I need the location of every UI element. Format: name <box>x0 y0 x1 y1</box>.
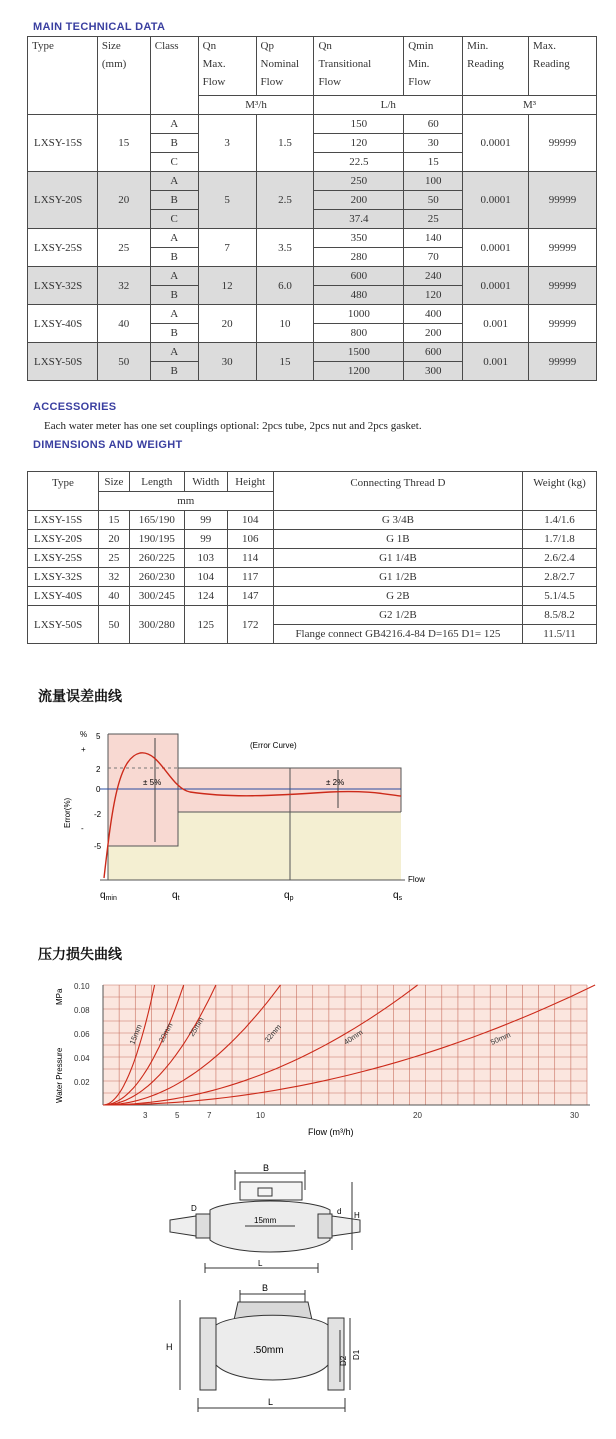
dims-cell: 20 <box>98 530 129 549</box>
pc-yunit: MPa <box>55 988 64 1005</box>
top-D: D <box>191 1204 197 1213</box>
dims-cell: 117 <box>227 568 273 587</box>
dims-cell: 260/225 <box>129 549 184 568</box>
bot-D1: D1 <box>352 1349 361 1360</box>
tech-cell: 400 <box>404 305 463 324</box>
header-size: Size (mm) <box>97 37 150 115</box>
top-L: L <box>258 1259 263 1268</box>
pc-ytick-006: 0.06 <box>74 1030 90 1039</box>
tech-cell: A <box>150 305 198 324</box>
header-qn-transitional: Qn Transitional Flow <box>314 37 404 96</box>
dims-cell: 40 <box>98 587 129 606</box>
dims-cell: Flange connect GB4216.4-84 D=165 D1= 125 <box>273 625 522 644</box>
tech-cell: LXSY-15S <box>28 115 98 172</box>
tech-cell: 1500 <box>314 343 404 362</box>
top-H: H <box>354 1211 360 1220</box>
pc-xtick-7: 7 <box>207 1111 212 1120</box>
header-type: Type <box>28 37 98 115</box>
dims-cell: LXSY-15S <box>28 511 99 530</box>
tech-cell: 0.0001 <box>463 229 529 267</box>
dims-header-width: Width <box>184 472 227 492</box>
dims-cell: 2.8/2.7 <box>523 568 597 587</box>
tech-cell: 100 <box>404 172 463 191</box>
tech-cell: 280 <box>314 248 404 267</box>
dims-cell: 5.1/4.5 <box>523 587 597 606</box>
ec-flow: Flow <box>408 875 425 884</box>
ec-ytick-m2: -2 <box>94 810 102 819</box>
dims-cell: 260/230 <box>129 568 184 587</box>
tech-cell: LXSY-40S <box>28 305 98 343</box>
ec-pct: % <box>80 730 88 739</box>
tech-cell: 15 <box>97 115 150 172</box>
tech-cell: B <box>150 248 198 267</box>
tech-cell: 6.0 <box>256 267 314 305</box>
tech-cell: C <box>150 153 198 172</box>
meter-drawings <box>0 1160 616 1430</box>
accessories-text: Each water meter has one set couplings optional: 2pcs tube, 2pcs nut and 2pcs gasket. <box>44 420 422 432</box>
error-curve-heading: 流量误差曲线 <box>38 689 122 705</box>
tech-cell: 0.0001 <box>463 267 529 305</box>
ec-label: (Error Curve) <box>250 741 297 750</box>
dims-cell: 99 <box>184 530 227 549</box>
tech-cell: B <box>150 286 198 305</box>
dims-header-size: Size <box>98 472 129 492</box>
dims-cell: 1.4/1.6 <box>523 511 597 530</box>
error-curve-chart <box>0 728 616 928</box>
tech-cell: LXSY-32S <box>28 267 98 305</box>
bot-L: L <box>268 1397 274 1407</box>
header-qp: Qp Nominal Flow <box>256 37 314 96</box>
ec-qs: $q_s$ <box>393 890 403 902</box>
pc-ytick-010: 0.10 <box>74 982 90 991</box>
tech-cell: 7 <box>198 229 256 267</box>
dims-cell: G1 1/2B <box>273 568 522 587</box>
pc-xaxis: Flow (m³/h) <box>308 1127 354 1137</box>
dims-cell: 104 <box>184 568 227 587</box>
tech-cell: 200 <box>404 324 463 343</box>
tech-cell: 15 <box>256 343 314 381</box>
tech-cell: 240 <box>404 267 463 286</box>
bot-size: .50mm <box>253 1345 284 1356</box>
dims-cell: 103 <box>184 549 227 568</box>
tech-cell: 50 <box>97 343 150 381</box>
pc-curve-20: 20mm <box>156 1021 175 1044</box>
dims-cell: G 2B <box>273 587 522 606</box>
ec-minus: - <box>81 824 84 833</box>
tech-cell: B <box>150 134 198 153</box>
dims-row <box>28 511 597 530</box>
accessories-title: ACCESSORIES <box>33 401 117 413</box>
dims-cell: 106 <box>227 530 273 549</box>
ec-ytick-5: 5 <box>96 732 101 741</box>
dims-header-weight: Weight (kg) <box>523 472 597 511</box>
tech-cell: 480 <box>314 286 404 305</box>
tech-cell: 60 <box>404 115 463 134</box>
dims-cell: 25 <box>98 549 129 568</box>
pc-xtick-30: 30 <box>570 1111 579 1120</box>
dims-cell: LXSY-20S <box>28 530 99 549</box>
tech-cell: 250 <box>314 172 404 191</box>
tech-cell: A <box>150 172 198 191</box>
dims-cell: G 3/4B <box>273 511 522 530</box>
dims-cell: 15 <box>98 511 129 530</box>
unit-m3h: M³/h <box>198 96 314 115</box>
pc-ytick-008: 0.08 <box>74 1006 90 1015</box>
dims-cell: 172 <box>227 606 273 644</box>
unit-m3: M³ <box>463 96 597 115</box>
tech-cell: 99999 <box>529 267 597 305</box>
band-5-upper <box>108 734 178 846</box>
tech-cell: A <box>150 267 198 286</box>
ec-yaxis: Error(%) <box>63 797 72 828</box>
ec-qt: $q_t$ <box>172 890 180 902</box>
pc-xtick-20: 20 <box>413 1111 422 1120</box>
dims-cell: G 1B <box>273 530 522 549</box>
dims-header-thread: Connecting Thread D <box>273 472 522 511</box>
dimensions-table <box>27 471 597 644</box>
tech-cell: LXSY-25S <box>28 229 98 267</box>
tech-cell: 10 <box>256 305 314 343</box>
pc-xtick-3: 3 <box>143 1111 148 1120</box>
tech-cell: 300 <box>404 362 463 381</box>
ec-band2: ± 2% <box>326 778 345 787</box>
tech-cell: 150 <box>314 115 404 134</box>
dims-header-height: Height <box>227 472 273 492</box>
tech-cell: LXSY-20S <box>28 172 98 229</box>
tech-cell: 1.5 <box>256 115 314 172</box>
ec-qp: $q_p$ <box>284 890 294 902</box>
tech-cell: 600 <box>404 343 463 362</box>
dims-cell: 124 <box>184 587 227 606</box>
dims-cell: 104 <box>227 511 273 530</box>
dims-cell: 2.6/2.4 <box>523 549 597 568</box>
dims-cell: 190/195 <box>129 530 184 549</box>
pc-ytick-004: 0.04 <box>74 1054 90 1063</box>
dims-row <box>28 606 597 625</box>
tech-cell: B <box>150 324 198 343</box>
tech-cell: 30 <box>404 134 463 153</box>
tech-cell: 0.0001 <box>463 115 529 172</box>
tech-cell: 99999 <box>529 305 597 343</box>
header-min-reading: Min. Reading <box>463 37 529 96</box>
dims-cell: 8.5/8.2 <box>523 606 597 625</box>
tech-cell: 600 <box>314 267 404 286</box>
pc-curve-50: 50mm <box>489 1030 512 1047</box>
tech-cell: 200 <box>314 191 404 210</box>
pc-ytick-002: 0.02 <box>74 1078 90 1087</box>
pc-curve-40: 40mm <box>342 1027 365 1047</box>
tech-cell: A <box>150 229 198 248</box>
ec-ytick-m5: -5 <box>94 842 102 851</box>
tech-cell: 800 <box>314 324 404 343</box>
dims-row <box>28 530 597 549</box>
dims-cell: 300/280 <box>129 606 184 644</box>
tech-cell: 99999 <box>529 172 597 229</box>
technical-data-table <box>27 36 597 381</box>
tech-cell: 0.001 <box>463 343 529 381</box>
tech-cell: 70 <box>404 248 463 267</box>
tech-row <box>28 172 597 191</box>
ec-ytick-2: 2 <box>96 765 101 774</box>
top-B: B <box>263 1163 270 1173</box>
ec-qmin: $q_{min}$ <box>100 890 117 902</box>
pressure-curve-chart <box>0 975 616 1145</box>
header-qmin: Qmin Min. Flow <box>404 37 463 96</box>
tech-cell: 140 <box>404 229 463 248</box>
tech-cell: 350 <box>314 229 404 248</box>
tech-cell: 12 <box>198 267 256 305</box>
dims-cell: LXSY-32S <box>28 568 99 587</box>
pc-yaxis: Water Pressure <box>55 1047 64 1103</box>
dims-row <box>28 587 597 606</box>
tech-cell: 25 <box>404 210 463 229</box>
bot-B: B <box>262 1283 269 1293</box>
dims-header-type: Type <box>28 472 99 511</box>
tech-cell: 0.001 <box>463 305 529 343</box>
header-qn-max: Qn Max. Flow <box>198 37 256 96</box>
unit-lh: L/h <box>314 96 463 115</box>
tech-row <box>28 267 597 286</box>
tech-cell: A <box>150 115 198 134</box>
header-class: Class <box>150 37 198 115</box>
pc-curve-15: 15mm <box>127 1023 144 1046</box>
tech-cell: 32 <box>97 267 150 305</box>
tech-cell: 0.0001 <box>463 172 529 229</box>
dims-cell: 300/245 <box>129 587 184 606</box>
dims-cell: 165/190 <box>129 511 184 530</box>
tech-row <box>28 229 597 248</box>
dims-cell: G1 1/4B <box>273 549 522 568</box>
top-d: d <box>337 1207 342 1216</box>
tech-cell: 5 <box>198 172 256 229</box>
tech-cell: 1000 <box>314 305 404 324</box>
pc-xtick-10: 10 <box>256 1111 265 1120</box>
dims-cell: LXSY-50S <box>28 606 99 644</box>
tech-cell: 50 <box>404 191 463 210</box>
tech-row <box>28 115 597 134</box>
dims-unit-mm: mm <box>98 492 273 511</box>
dims-row <box>28 549 597 568</box>
pressure-curve-heading: 压力损失曲线 <box>38 947 122 963</box>
tech-cell: 22.5 <box>314 153 404 172</box>
tech-cell: A <box>150 343 198 362</box>
tech-cell: 120 <box>404 286 463 305</box>
pc-curve-32: 32mm <box>262 1022 283 1045</box>
tech-cell: 99999 <box>529 229 597 267</box>
bot-D2: D2 <box>339 1355 348 1366</box>
dims-cell: 50 <box>98 606 129 644</box>
dimensions-weight-title: DIMENSIONS AND WEIGHT <box>33 439 183 451</box>
tech-cell: 15 <box>404 153 463 172</box>
tech-cell: 1200 <box>314 362 404 381</box>
dims-cell: 114 <box>227 549 273 568</box>
tech-cell: 20 <box>198 305 256 343</box>
tech-cell: 2.5 <box>256 172 314 229</box>
dims-header-length: Length <box>129 472 184 492</box>
dims-cell: LXSY-40S <box>28 587 99 606</box>
tech-cell: C <box>150 210 198 229</box>
tech-cell: 99999 <box>529 343 597 381</box>
tech-cell: 120 <box>314 134 404 153</box>
tech-cell: 99999 <box>529 115 597 172</box>
dims-cell: 99 <box>184 511 227 530</box>
dims-cell: 125 <box>184 606 227 644</box>
tech-row <box>28 305 597 324</box>
tech-cell: 40 <box>97 305 150 343</box>
tech-cell: B <box>150 362 198 381</box>
ec-plus: + <box>81 745 86 754</box>
ec-band5: ± 5% <box>143 778 162 787</box>
tech-row <box>28 343 597 362</box>
pc-xtick-5: 5 <box>175 1111 180 1120</box>
dims-cell: G2 1/2B <box>273 606 522 625</box>
dims-cell: 147 <box>227 587 273 606</box>
tech-cell: B <box>150 191 198 210</box>
main-technical-data-title: MAIN TECHNICAL DATA <box>33 21 166 33</box>
dims-cell: 32 <box>98 568 129 587</box>
dims-cell: LXSY-25S <box>28 549 99 568</box>
tech-cell: 37.4 <box>314 210 404 229</box>
top-size: 15mm <box>254 1216 277 1225</box>
ec-ytick-0: 0 <box>96 785 101 794</box>
pc-curve-25: 25mm <box>187 1015 206 1039</box>
dims-cell: 11.5/11 <box>523 625 597 644</box>
tech-cell: 30 <box>198 343 256 381</box>
tech-cell: 3.5 <box>256 229 314 267</box>
tech-cell: 20 <box>97 172 150 229</box>
header-max-reading: Max. Reading <box>529 37 597 96</box>
tech-cell: 3 <box>198 115 256 172</box>
dims-row <box>28 568 597 587</box>
tech-cell: LXSY-50S <box>28 343 98 381</box>
tech-cell: 25 <box>97 229 150 267</box>
dims-cell: 1.7/1.8 <box>523 530 597 549</box>
bot-H: H <box>166 1342 173 1352</box>
